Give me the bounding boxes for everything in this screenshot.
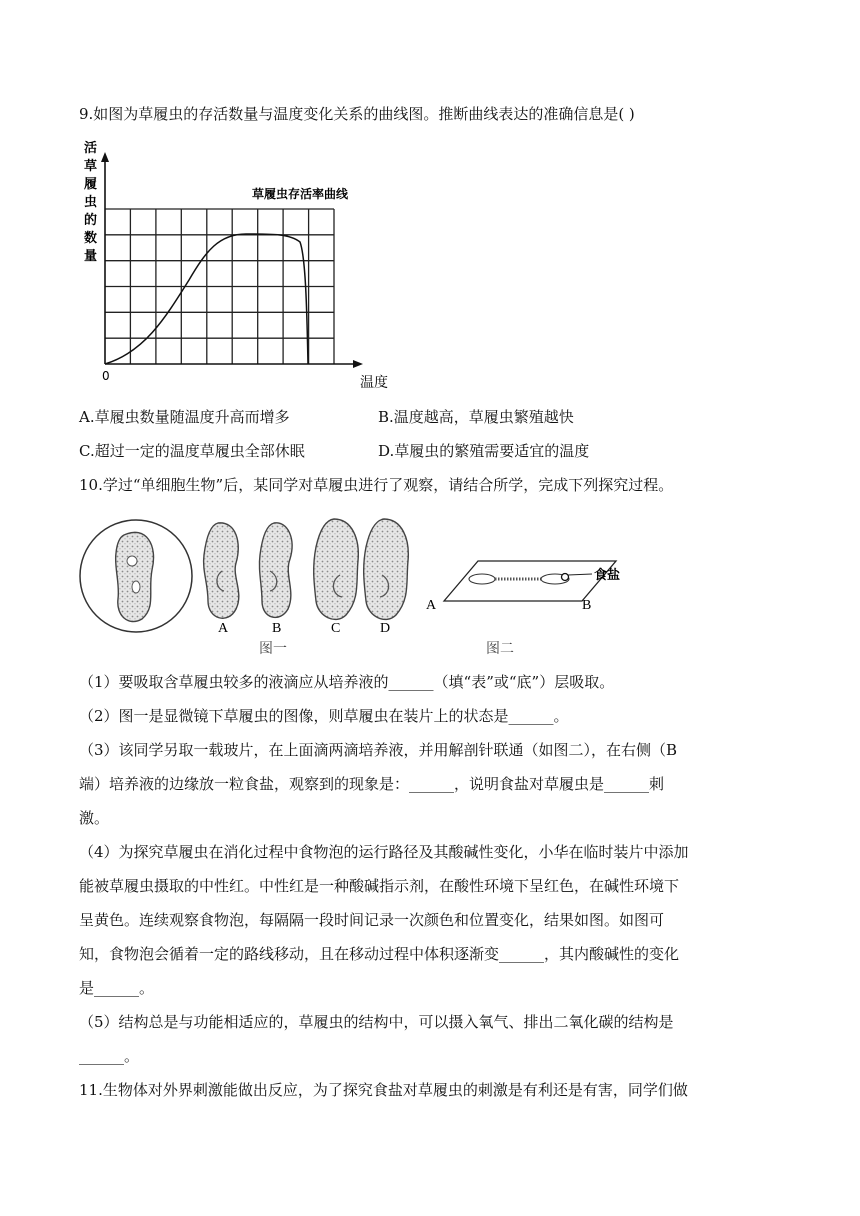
chart-grid (105, 209, 334, 364)
x-axis-label: 温度 (360, 375, 388, 390)
q10-stem: 10.学过“单细胞生物”后，某同学对草履虫进行了观察，请结合所学，完成下列探究过程。 (79, 476, 674, 494)
q9-chart (74, 138, 404, 390)
q10-line-6: （4）为探究草履虫在消化过程中食物泡的运行路径及其酸碱性变化，小华在临时装片中添加 (79, 843, 689, 861)
y-label-char: 数 (84, 231, 98, 246)
paramecium-d (364, 519, 409, 619)
microscope-view (80, 520, 192, 632)
q9-option-b: B.温度越高，草履虫繁殖越快 (378, 408, 574, 426)
slide-end-b: B (582, 598, 592, 613)
y-label-char: 虫 (84, 195, 98, 210)
y-label-char: 草 (84, 159, 98, 174)
y-label-char: 活 (84, 141, 98, 156)
q10-line-10: 是______。 (79, 979, 155, 997)
q10-line-2: （2）图一是显微镜下草履虫的图像，则草履虫在装片上的状态是______。 (79, 707, 569, 725)
salt-label: 食盐 (594, 568, 621, 583)
q10-line-5: 激。 (79, 809, 110, 827)
origin-label: 0 (102, 369, 110, 383)
fig2-caption: 图二 (486, 641, 514, 657)
paramecium-b (259, 523, 292, 618)
y-label-char: 履 (84, 177, 98, 192)
label-c: C (331, 621, 341, 636)
x-axis-arrow (353, 360, 363, 368)
y-label-char: 量 (84, 249, 98, 264)
label-d: D (380, 621, 391, 636)
q10-line-12: ______。 (79, 1047, 140, 1065)
label-a: A (218, 621, 229, 636)
chart-title: 草履虫存活率曲线 (252, 187, 349, 201)
fig1-caption: 图一 (259, 641, 287, 657)
q10-line-4: 端）培养液的边缘放一粒食盐，观察到的现象是：______，说明食盐对草履虫是______刺 (79, 775, 665, 793)
q10-line-8: 呈黄色。连续观察食物泡，每隔隔一段时间记录一次颜色和位置变化，结果如图。如图可 (79, 911, 665, 929)
slide-diagram (444, 561, 616, 601)
q10-line-9: 知，食物泡会循着一定的路线移动，且在移动过程中体积逐渐变______，其内酸碱性的变化 (79, 945, 680, 963)
q10-line-3: （3）该同学另取一载玻片，在上面滴两滴培养液，并用解剖针联通（如图二），在右侧（B (79, 741, 678, 759)
q10-line-1: （1）要吸取含草履虫较多的液滴应从培养液的______（填“表”或“底”）层吸取。 (79, 673, 615, 691)
label-b: B (272, 621, 282, 636)
q10-figure (76, 515, 636, 663)
y-label-char: 的 (84, 213, 98, 228)
q9-option-d: D.草履虫的繁殖需要适宜的温度 (378, 442, 590, 460)
q9-stem: 9.如图为草履虫的存活数量与温度变化关系的曲线图。推断曲线表达的准确信息是( ) (79, 105, 635, 123)
paramecium-c (314, 519, 359, 619)
paramecium-a (204, 523, 239, 618)
slide-end-a: A (426, 598, 437, 613)
y-axis-arrow (101, 152, 109, 162)
q9-option-a: A.草履虫数量随温度升高而增多 (79, 408, 290, 426)
q10-line-7: 能被草履虫摄取的中性红。中性红是一种酸碱指示剂，在酸性环境下呈红色，在碱性环境下 (79, 877, 680, 895)
q10-line-11: （5）结构总是与功能相适应的，草履虫的结构中，可以摄入氧气、排出二氧化碳的结构是 (79, 1013, 674, 1031)
q9-option-c: C.超过一定的温度草履虫全部休眠 (79, 442, 305, 460)
q11-stem: 11.生物体对外界刺激能做出反应，为了探究食盐对草履虫的刺激是有利还是有害，同学们做 (79, 1081, 688, 1099)
